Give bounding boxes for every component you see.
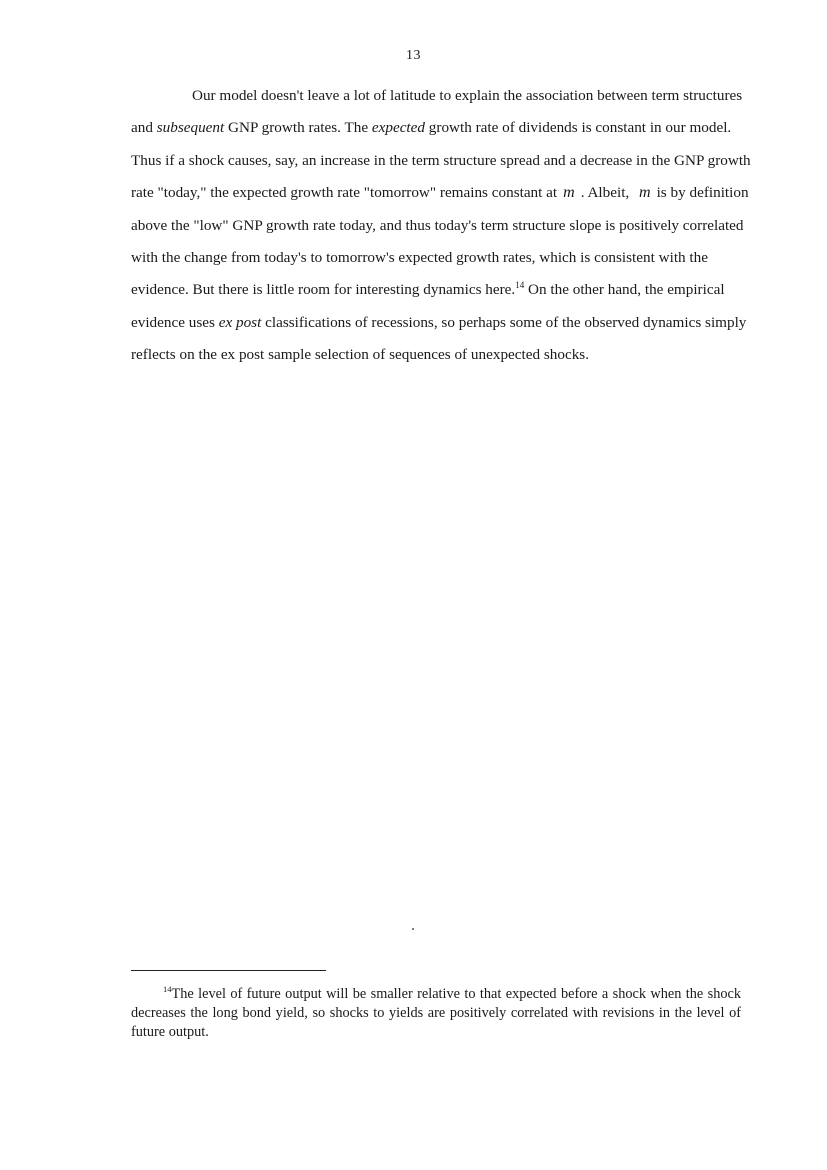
- emphasis-subsequent: subsequent: [156, 119, 225, 137]
- math-symbol-m: m: [563, 184, 575, 202]
- paragraph-text-2: GNP growth rates. The: [228, 119, 369, 137]
- math-symbol-m: m: [639, 184, 651, 202]
- emphasis-expected: expected: [371, 119, 425, 137]
- scan-speck: [412, 928, 414, 930]
- footnote-divider: [131, 970, 326, 971]
- footnote-paragraph: [131, 985, 741, 1042]
- emphasis-ex-post: ex post: [218, 313, 262, 331]
- footnote-marker: 14: [163, 984, 172, 994]
- paragraph: [131, 80, 761, 372]
- paragraph-text-3: growth rate of dividends is constant in our model. Thus if a shock causes, say, an increase in the term structure spread and a decrease in the GNP growth rate "today," the expected growth rate "tomorrow" remains constant at: [131, 119, 751, 202]
- paragraph-text-4: . Albeit,: [580, 184, 630, 202]
- paragraph-text-5: is by definition above the "low" GNP growth rate today, and thus today's term structure slope is positively correlated with the change from today's to tomorrow's expected growth rates, which is consistent with the evidence. But there is little room for interesting dynamics here.: [131, 184, 749, 299]
- body-text: [131, 80, 761, 372]
- footnote-text: The level of future output will be smaller relative to that expected before a shock when the shock decreases the long bond yield, so shocks to yields are positively correlated with revisions in the level of future output.: [131, 986, 741, 1040]
- paragraph-text-6: On the other hand, the empirical evidence uses: [131, 281, 725, 331]
- page-number: 13: [406, 48, 421, 63]
- paragraph-text-7: classifications of recessions, so perhaps some of the observed dynamics simply reflects on the ex post sample selection of sequences of unexpected shocks.: [131, 313, 747, 364]
- footnote-reference: 14: [515, 280, 525, 291]
- paragraph-text-1: Our model doesn't leave a lot of latitude to explain the association between term structures and: [131, 87, 743, 137]
- footnote: [131, 985, 741, 1042]
